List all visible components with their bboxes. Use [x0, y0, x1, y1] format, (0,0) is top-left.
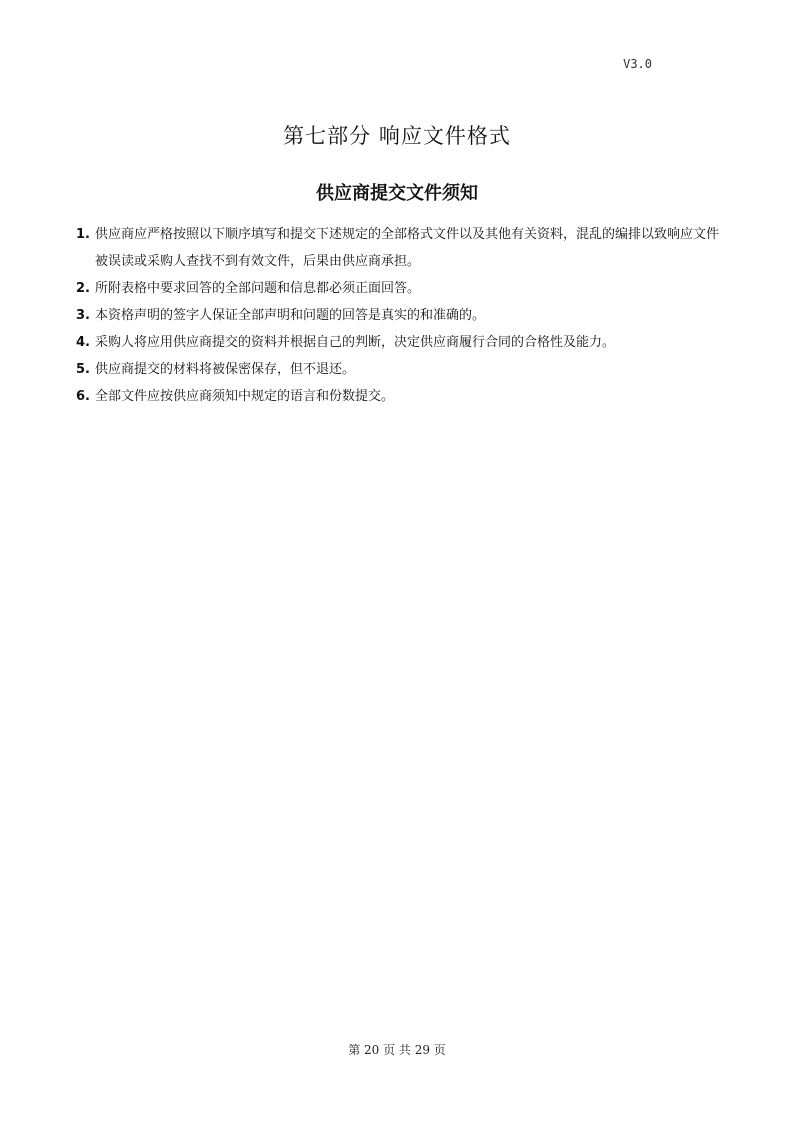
item-text: 供应商提交的材料将被保密保存，但不退还。: [95, 362, 356, 377]
notice-item-2: [76, 275, 726, 302]
notice-item-4: [76, 329, 726, 356]
page-number-footer: 第 20 页 共 29 页: [348, 1043, 446, 1057]
notice-item-5: [76, 356, 726, 383]
item-number: 5.: [76, 362, 90, 377]
notice-list: [76, 221, 726, 410]
item-number: 4.: [76, 335, 90, 350]
item-number: 1.: [76, 227, 90, 242]
notice-title: 供应商提交文件须知: [316, 183, 478, 204]
item-number: 2.: [76, 281, 90, 296]
notice-item-3: [76, 302, 726, 329]
item-text: 全部文件应按供应商须知中规定的语言和份数提交。: [95, 389, 395, 404]
item-text: 供应商应严格按照以下顺序填写和提交下述规定的全部格式文件以及其他有关资料，混乱的编排以致响应文件被误读或采购人查找不到有效文件，后果由供应商承担。: [95, 227, 720, 269]
item-text: 所附表格中要求回答的全部问题和信息都必须正面回答。: [95, 281, 421, 296]
notice-item-6: [76, 383, 726, 410]
item-number: 6.: [76, 389, 90, 404]
part-title: 第七部分 响应文件格式: [283, 124, 511, 148]
item-number: 3.: [76, 308, 90, 323]
item-text: 采购人将应用供应商提交的资料并根据自己的判断，决定供应商履行合同的合格性及能力。: [95, 335, 616, 350]
version-label: V3.0: [623, 57, 652, 71]
item-text: 本资格声明的签字人保证全部声明和问题的回答是真实的和准确的。: [95, 308, 486, 323]
notice-item-1: [76, 221, 726, 275]
